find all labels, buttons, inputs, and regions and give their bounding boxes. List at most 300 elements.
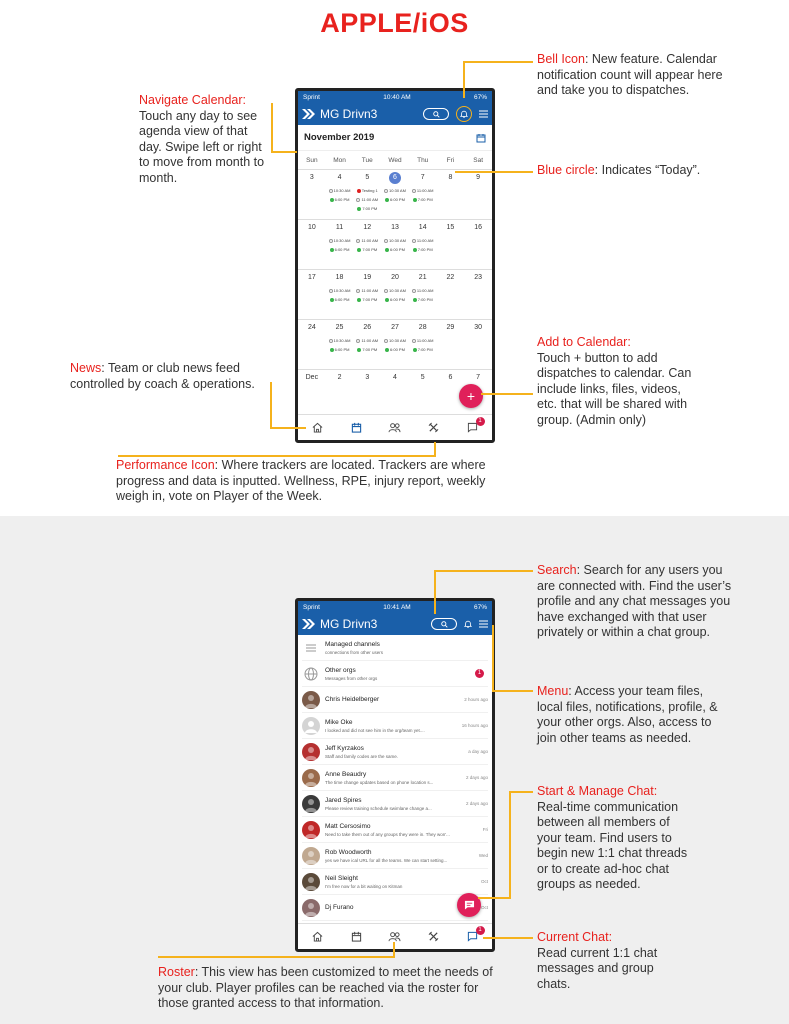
day-number: 12: [363, 224, 372, 231]
event-time: 7:00 PM: [362, 297, 378, 302]
calendar-day-cell[interactable]: [437, 374, 465, 386]
calendar-event[interactable]: [326, 188, 354, 193]
day-number: 19: [363, 274, 372, 281]
calendar-day-cell[interactable]: [326, 174, 354, 186]
event-row: [298, 245, 492, 254]
annotation-start-chat: Start & Manage Chat: Real-time communication between all members of your team. Find users to begin new 1:1 chat threads or to create ad-hoc chat groups as needed.: [537, 784, 697, 893]
performance-icon: [428, 931, 439, 942]
callout-line-start-chat: [478, 897, 511, 899]
day-number: 17: [307, 274, 316, 281]
calendar-event[interactable]: [409, 247, 437, 252]
calendar-day-cell[interactable]: [353, 174, 381, 186]
calendar-event[interactable]: [353, 197, 381, 202]
calendar-event[interactable]: [409, 188, 437, 193]
day-number: 21: [418, 274, 427, 281]
calendar-event[interactable]: [353, 297, 381, 302]
annotation-body: Touch + button to add dispatches to calendar. Can include links, files, videos, etc. that will be shared with group. (Admin only): [537, 350, 692, 427]
calendar-tab-icon: [351, 931, 362, 942]
calendar-phone-screen: [295, 88, 495, 443]
calendar-event[interactable]: [353, 247, 381, 252]
callout-line-menu: [492, 625, 494, 691]
chat-list-item[interactable]: [302, 739, 488, 765]
search-button[interactable]: [423, 108, 449, 120]
weekday-label: Sat: [473, 156, 484, 164]
annotation-roster: [158, 965, 493, 1012]
search-button[interactable]: [431, 618, 457, 630]
day-number: 30: [474, 324, 483, 331]
event-dot: [329, 239, 333, 243]
event-row: [298, 295, 492, 304]
calendar-day-cell[interactable]: [409, 174, 437, 186]
calendar-event[interactable]: [409, 338, 437, 343]
annotation-heading: Menu: [537, 684, 569, 698]
event-dot: [385, 348, 389, 352]
day-number: 23: [474, 274, 483, 281]
annotation-search: [537, 563, 732, 641]
chat-phone-screen: [295, 598, 495, 952]
calendar-day-cell[interactable]: [437, 274, 465, 286]
calendar-event[interactable]: [326, 288, 354, 293]
annotation-heading: Blue circle: [537, 163, 595, 177]
event-row: [298, 345, 492, 354]
weekday-label: Fri: [446, 156, 455, 164]
weekday-label: Mon: [333, 156, 346, 164]
calendar-day-cell[interactable]: [298, 274, 326, 286]
event-time: 6:00 PM: [390, 197, 405, 202]
calendar-event[interactable]: [381, 238, 409, 243]
calendar-day-cell[interactable]: [353, 224, 381, 236]
tab-bar: [298, 923, 492, 949]
tab-roster[interactable]: [387, 420, 403, 436]
calendar-event[interactable]: [381, 297, 409, 302]
annotation-body: : New feature. Calendar notification count will appear here and take you to dispatches.: [537, 52, 723, 97]
event-time: 7:00 PM: [417, 347, 433, 352]
calendar-event[interactable]: [381, 338, 409, 343]
annotation-heading: News: [70, 361, 102, 375]
event-dot: [330, 248, 334, 252]
calendar-event[interactable]: [326, 197, 354, 202]
calendar-event[interactable]: [326, 247, 354, 252]
calendar-day-cell[interactable]: [381, 224, 409, 236]
weekday-label: Thu: [417, 156, 429, 164]
calendar-day-cell[interactable]: [381, 374, 409, 386]
day-number: 4: [337, 174, 342, 181]
chat-preview: connections from other users: [325, 649, 384, 655]
calendar-event[interactable]: [353, 188, 381, 193]
event-time: 11:00 AM: [416, 188, 434, 193]
chat-badge: 1: [476, 417, 485, 426]
search-icon: [441, 621, 448, 628]
event-dot: [356, 198, 360, 202]
event-time: 6:00 PM: [334, 247, 350, 252]
app-name: MG Drivn3: [320, 617, 378, 631]
new-chat-icon: [464, 900, 475, 910]
calendar-event[interactable]: [353, 347, 381, 352]
status-bar: [298, 601, 492, 613]
hamburger-icon: [479, 620, 488, 628]
event-dot: [330, 348, 334, 352]
calendar-day-cell[interactable]: [464, 174, 492, 186]
event-row: [298, 195, 492, 204]
calendar-day-cell[interactable]: [409, 324, 437, 336]
event-dot: [384, 289, 388, 293]
calendar-day-cell[interactable]: [437, 174, 465, 186]
callout-line-current-chat: [483, 937, 533, 939]
chat-time: 2 days ago: [465, 801, 488, 806]
event-time: Testing 1: [361, 188, 378, 193]
day-number: 3: [309, 174, 314, 181]
day-number: 8: [448, 174, 453, 181]
calendar-day-cell[interactable]: [409, 274, 437, 286]
chat-preview: The time change updates based on phone location s...: [325, 779, 434, 785]
chat-time: Fri: [482, 827, 488, 832]
event-dot: [356, 289, 360, 293]
chat-time: a day ago: [468, 749, 488, 754]
event-row: [298, 186, 492, 195]
bell-button[interactable]: [456, 106, 472, 122]
calendar-day-cell[interactable]: [298, 224, 326, 236]
annotation-heading: Navigate Calendar:: [139, 93, 247, 107]
calendar-day-cell[interactable]: [381, 324, 409, 336]
clock-label: 10:41 AM: [383, 603, 411, 611]
month-title: November 2019: [304, 132, 375, 143]
calendar-event[interactable]: [353, 206, 381, 211]
calendar-day-cell[interactable]: [353, 324, 381, 336]
event-row: [298, 204, 492, 213]
annotation-current-chat: Current Chat: Read current 1:1 chat messages and group chats.: [537, 930, 687, 992]
home-icon: [312, 422, 323, 433]
chat-list: [298, 635, 492, 921]
chat-preview: I'm free now for a bit waiting on Kitman: [325, 883, 403, 889]
calendar-day-cell[interactable]: [298, 324, 326, 336]
calendar-grid: [298, 169, 492, 419]
calendar-day-cell[interactable]: [326, 274, 354, 286]
calendar-event[interactable]: [381, 197, 409, 202]
tab-calendar[interactable]: [348, 929, 364, 945]
callout-line-performance: [118, 455, 436, 457]
event-row: [298, 236, 492, 245]
annotation-navigate-calendar: [139, 93, 267, 186]
event-row: [298, 286, 492, 295]
calendar-event[interactable]: [381, 288, 409, 293]
event-time: 11:00 AM: [361, 288, 379, 293]
chat-name: Matt Cersosimo: [325, 822, 371, 830]
annotation-body: : This view has been customized to meet the needs of your club. Player profiles can be reached via the roster for those granted access to that information.: [158, 965, 493, 1010]
callout-line-start-chat: [509, 791, 511, 898]
weekday-label: Sun: [306, 156, 318, 164]
day-number: 11: [335, 224, 344, 231]
annotation-body: Real-time communication between all members of your team. Find users to begin new 1:1 chat threads or to create ad-hoc chat groups as needed.: [537, 799, 688, 891]
chat-name: Mike Oke: [325, 718, 353, 726]
chat-preview: Please review training schedule swimlane change a...: [325, 805, 432, 811]
callout-line-navigate: [271, 103, 273, 153]
tab-chat[interactable]: [465, 417, 482, 436]
callout-line-add: [481, 393, 533, 395]
day-number: 29: [446, 324, 455, 331]
event-time: 10:30 AM: [389, 188, 406, 193]
annotation-heading: Add to Calendar:: [537, 335, 631, 349]
chat-name: Jeff Kyrzakos: [325, 744, 364, 752]
annotation-body: : Where trackers are located. Trackers are where progress and data is inputted. Wellness, RPE, injury report, weekly weigh in, vote on Player of the Week.: [116, 458, 486, 503]
weekday-label: Tue: [361, 156, 373, 164]
calendar-week-row: [298, 169, 492, 219]
chat-name: Dj Furano: [325, 904, 354, 911]
bell-icon: [460, 110, 468, 118]
chat-preview: Need to take them out of any groups they were in. They won'...: [325, 831, 450, 837]
calendar-week-row: [298, 319, 492, 369]
event-time: 10:30 AM: [333, 338, 351, 343]
calendar-day-cell[interactable]: [409, 374, 437, 386]
logo-chevron-icon: [302, 109, 316, 119]
chat-list-item[interactable]: [302, 791, 488, 817]
annotation-news: [70, 361, 270, 392]
chat-name: Rob Woodworth: [325, 848, 372, 856]
annotation-body: Read current 1:1 chat messages and group chats.: [537, 945, 658, 991]
calendar-event[interactable]: [409, 297, 437, 302]
day-number: 26: [363, 324, 372, 331]
calendar-event[interactable]: [326, 347, 354, 352]
default-avatar: [302, 717, 320, 735]
today-circle: 6: [389, 172, 401, 184]
annotation-heading: Roster: [158, 965, 195, 979]
chat-time: 2 days ago: [465, 775, 488, 780]
calendar-day-cell[interactable]: [409, 224, 437, 236]
calendar-event[interactable]: [326, 238, 354, 243]
event-dot: [357, 189, 361, 193]
calendar-day-cell[interactable]: [381, 274, 409, 286]
event-dot: [385, 298, 389, 302]
event-dot: [357, 248, 361, 252]
callout-line-start-chat: [509, 791, 533, 793]
event-dot: [357, 348, 361, 352]
menu-button[interactable]: [479, 105, 488, 123]
calendar-event[interactable]: [353, 338, 381, 343]
event-dot: [357, 298, 361, 302]
app-logo: [302, 107, 377, 121]
tab-chat[interactable]: [465, 926, 482, 945]
calendar-day-cell[interactable]: [437, 324, 465, 336]
chat-list-item[interactable]: [302, 635, 488, 661]
chat-list-item[interactable]: [302, 661, 488, 687]
annotation-bell: [537, 52, 727, 99]
event-time: 6:00 PM: [334, 197, 350, 202]
chat-list-item[interactable]: [302, 765, 488, 791]
annotation-body: : Team or club news feed controlled by coach & operations.: [70, 361, 255, 391]
calendar-event[interactable]: [326, 338, 354, 343]
event-time: 10:30 AM: [333, 188, 351, 193]
day-number: 9: [476, 174, 481, 181]
calendar-day-cell[interactable]: [326, 374, 354, 386]
calendar-day-cell[interactable]: [381, 174, 409, 186]
callout-line-bell: [463, 61, 533, 63]
event-time: 11:00 AM: [416, 238, 434, 243]
event-time: 11:00 AM: [416, 288, 434, 293]
chat-list-item[interactable]: [302, 687, 488, 713]
callout-line-news: [270, 427, 306, 429]
home-icon: [312, 931, 323, 942]
tab-calendar[interactable]: [348, 420, 364, 436]
event-dot: [413, 248, 417, 252]
chat-list-item[interactable]: [302, 817, 488, 843]
event-dot: [357, 207, 361, 211]
event-time: 10:30 AM: [389, 288, 406, 293]
calendar-event[interactable]: [353, 238, 381, 243]
event-dot: [413, 298, 417, 302]
event-dot: [329, 189, 333, 193]
day-number: 3: [365, 374, 370, 381]
event-dot: [385, 198, 389, 202]
calendar-event[interactable]: [381, 347, 409, 352]
list-icon: [302, 639, 320, 657]
calendar-day-cell[interactable]: [326, 224, 354, 236]
bell-icon: [464, 620, 472, 628]
chat-badge: 1: [476, 926, 485, 935]
calendar-day-cell[interactable]: [464, 324, 492, 336]
search-icon: [433, 111, 440, 118]
event-dot: [413, 198, 417, 202]
avatar: [302, 847, 320, 865]
carrier-label: Sprint: [303, 603, 320, 611]
day-number: 4: [393, 374, 397, 381]
day-number: 18: [335, 274, 344, 281]
annotation-heading: Performance Icon: [116, 458, 215, 472]
tab-news[interactable]: [309, 929, 325, 945]
calendar-event[interactable]: [409, 197, 437, 202]
calendar-day-cell[interactable]: [298, 374, 326, 386]
day-number: 6: [448, 374, 453, 381]
calendar-day-cell[interactable]: [298, 174, 326, 186]
chat-time: 16 hours ago: [461, 723, 488, 728]
event-dot: [330, 298, 334, 302]
calendar-event[interactable]: [353, 288, 381, 293]
calendar-event[interactable]: [326, 297, 354, 302]
day-number: 7: [476, 374, 481, 381]
event-time: 7:00 PM: [362, 247, 378, 252]
event-dot: [385, 248, 389, 252]
callout-line-search: [434, 570, 436, 614]
callout-line-news: [270, 382, 272, 428]
app-name: MG Drivn3: [320, 107, 378, 121]
event-time: 6:00 PM: [334, 347, 350, 352]
event-time: 6:00 PM: [334, 297, 350, 302]
day-number: 10: [307, 224, 316, 231]
callout-line-menu: [492, 690, 533, 692]
unread-badge: 1: [475, 669, 484, 678]
calendar-day-cell[interactable]: [437, 224, 465, 236]
day-number: 7: [420, 174, 425, 181]
chat-list-item[interactable]: [302, 869, 488, 895]
event-time: 6:00 PM: [390, 347, 405, 352]
annotation-blue-circle: [537, 163, 757, 179]
chat-name: Jared Spires: [325, 796, 362, 804]
day-number: Dec: [305, 374, 319, 381]
day-number: 27: [391, 324, 399, 331]
day-number: 25: [335, 324, 344, 331]
event-time: 7:00 PM: [417, 297, 433, 302]
hamburger-icon: [479, 110, 488, 118]
callout-line-navigate: [271, 151, 297, 153]
chat-name: Anne Beaudry: [325, 770, 367, 778]
chat-preview: Messages from other orgs: [325, 675, 378, 681]
chat-name: Managed channels: [325, 640, 380, 648]
callout-line-performance: [434, 442, 436, 456]
chat-list-item[interactable]: [302, 843, 488, 869]
event-time: 7:00 PM: [417, 247, 433, 252]
chat-time: Oct: [480, 879, 488, 884]
annotation-body: Touch any day to see agenda view of that day. Swipe left or right to move from month to month.: [139, 108, 265, 185]
event-time: 6:00 PM: [390, 247, 405, 252]
calendar-week-row: [298, 269, 492, 319]
tab-performance[interactable]: [426, 420, 442, 436]
event-dot: [356, 239, 360, 243]
event-dot: [412, 289, 416, 293]
tab-news[interactable]: [309, 420, 325, 436]
annotation-body: : Access your team files, local files, notifications, profile, & your other orgs. Also, access to join other teams as needed.: [537, 684, 718, 745]
avatar: [302, 769, 320, 787]
tab-performance[interactable]: [426, 929, 442, 945]
event-dot: [412, 339, 416, 343]
chat-time: 2 hours ago: [464, 697, 488, 702]
chat-name: Neil Sleight: [325, 874, 358, 882]
calendar-event[interactable]: [381, 188, 409, 193]
day-number: 13: [391, 224, 399, 231]
avatar: [302, 899, 320, 917]
calendar-icon[interactable]: [476, 133, 486, 143]
carrier-label: Sprint: [303, 93, 320, 101]
calendar-event[interactable]: [409, 347, 437, 352]
callout-line-roster: [158, 956, 395, 958]
calendar-day-cell[interactable]: [326, 324, 354, 336]
callout-line-blue-circle: [455, 171, 533, 173]
app-header: [298, 103, 492, 125]
calendar-event[interactable]: [381, 247, 409, 252]
avatar: [302, 691, 320, 709]
calendar-event[interactable]: [409, 288, 437, 293]
globe-icon: [302, 665, 320, 683]
event-time: 7:00 PM: [417, 197, 433, 202]
day-number: 20: [391, 274, 399, 281]
calendar-day-cell[interactable]: [353, 374, 381, 386]
event-dot: [412, 239, 416, 243]
event-dot: [329, 289, 333, 293]
day-number: 5: [420, 374, 425, 381]
event-row: [298, 336, 492, 345]
calendar-event[interactable]: [409, 238, 437, 243]
event-time: 6:00 PM: [390, 297, 405, 302]
add-dispatch-button[interactable]: [459, 384, 483, 408]
people-icon: [388, 931, 401, 942]
chat-preview: I looked and did not see him in the org/team yet....: [325, 727, 425, 733]
calendar-header: [298, 125, 492, 151]
annotation-menu: [537, 684, 732, 746]
calendar-day-cell[interactable]: [464, 224, 492, 236]
chat-preview: yes we have ical URL for all the teams. We can start setting...: [325, 857, 448, 863]
event-time: 11:00 AM: [361, 197, 379, 202]
day-number: 15: [446, 224, 455, 231]
annotation-body: : Indicates “Today”.: [594, 163, 701, 177]
annotation-heading: Search: [537, 563, 577, 577]
event-dot: [412, 189, 416, 193]
calendar-day-cell[interactable]: [353, 274, 381, 286]
chat-list-item[interactable]: [302, 713, 488, 739]
calendar-day-cell[interactable]: [464, 274, 492, 286]
menu-button[interactable]: [479, 615, 488, 633]
annotation-performance: [116, 458, 506, 505]
day-number: 5: [365, 174, 370, 181]
bell-button[interactable]: [464, 615, 472, 633]
event-time: 10:30 AM: [333, 238, 351, 243]
weekday-label: Wed: [388, 156, 402, 164]
